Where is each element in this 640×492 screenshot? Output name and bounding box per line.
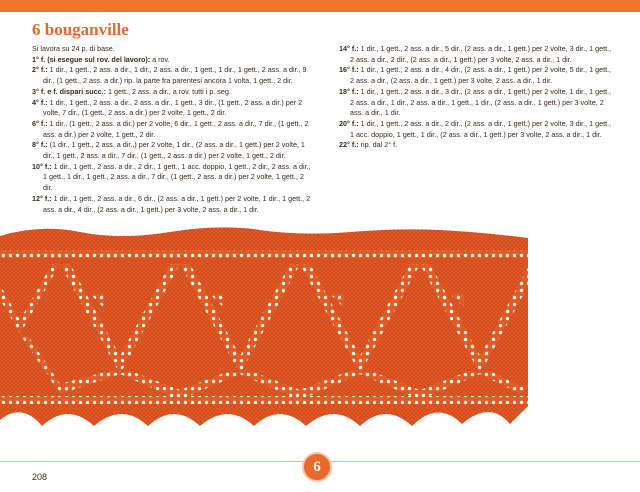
instruction-row: 12° f.: 1 dir., 1 gett., 2 ass. a dir., 6 dir., (2 ass. a dir., 1 gett.) per 2 volte, 1 dir., 1 gett., 2 ass. a dir., 4 dir., (2 ass. a dir., 1 gett.) per 3 volte, 2 ass. a dir., 1 dir.	[32, 193, 311, 214]
instruction-row: 1° f. (si esegue sul rov. del lavoro): a rov.	[32, 54, 170, 64]
instruction-row: 14° f.: 1 dir., 1 gett., 2 ass. a dir., 5 dir., (2 ass. a dir., 1 gett.) per 2 volte, 3 dir., 1 gett., 2 ass. a dir., 2 dir., (2 ass. a dir., 1 gett.) per 3 volte, 2 ass. a dir., 1 dir.	[339, 44, 612, 64]
instruction-row: 20° f.: 1 dir., 1 gett., 2 ass. a dir., 2 dir., (2 ass. a dir., 1 gett.) per 2 volte, 3 dir., 1 gett., 1 acc. doppio, 1 gett., 1 dir., (2 ass. a dir., 1 gett.) per 3 volte, 2 ass. a dir., 1 dir.	[339, 118, 612, 139]
instructions-right-column	[339, 44, 617, 151]
instruction-row: 10° f.: 1 dir., 1 gett., 2 ass. a dir., 2 dir., 1 gett., 1 acc. doppio, 1 gett., 2 dir., 2 ass. a dir., 1 gett., 1 dir., 1 gett., 2 ass. a dir., 7 dir., (1 gett., 2 ass. a dir.) per 2 volte, 1 gett., 2 dir.	[32, 161, 311, 193]
instruction-row: 8° f.: (1 dir., 1 gett., 2 ass. a dir.,) per 2 volte, 1 dir., (2 ass. a dir., 1 gett.) per 2 volte, 1 dir., 1 gett., 2 ass. a dir., 7 dir., (1 gett., 2 ass. a dir.) per 2 volte, 1 gett., 2 dir.	[32, 140, 305, 161]
instruction-row: 3° f. e f. dispari succ.: 1 gett., 2 ass. a dir., a rov. tutti i p. seg.	[32, 86, 231, 96]
chapter-number-badge: 6	[302, 452, 332, 482]
instruction-row: 4° f.: 1 dir., 1 gett., 2 ass. a dir., 2 ass. a dir., 1 gett., 3 dir., (1 gett., 2 ass. a dir.) per 2 volte, 7 dir., (1 gett., 2 ass. a dir.) per 2 volte, 1 gett., 2 dir.	[32, 97, 303, 118]
instruction-row: 2° f.: 1 dir., 1 gett., 2 ass. a dir., 1 dir., 2 ass. a dir., 1 gett., 1 dir., 1 gett., 2 ass. a dir., 9 dir., (1 gett., 2 ass. a dir.) rip. la parte fra parentesi ancora 1 volta, 1 gett., 2 dir.	[32, 65, 307, 86]
knitted-swatch-photo	[0, 224, 530, 444]
instructions-left-column	[32, 44, 312, 215]
page-number: 208	[32, 472, 48, 482]
instruction-row: Si lavora su 24 p. di base.	[32, 44, 115, 53]
instruction-row: 18° f.: 1 dir., 1 gett., 2 ass. a dir., 3 dir., (2 ass. a dir., 1 gett.) per 2 volte, 1 dir., 1 gett., 2 ass. a dir., 1 dir., 2 ass. a dir., 1 gett., 1 dir., (2 ass. a dir., 1 gett.) per 3 volte, 2 ass. a dir., 1 dir.	[339, 86, 612, 118]
pattern-title: 6 bouganville	[32, 20, 129, 39]
top-accent-bar	[0, 0, 640, 12]
instruction-row: 22° f.: rip. dal 2° f.	[339, 140, 398, 150]
instruction-row: 16° f.: 1 dir., 1 gett., 2 ass. a dir., 4 dir., (2 ass. a dir., 1 gett.) per 2 volte, 5 dir., 1 gett., 2 ass. a dir., (2 ass. a dir., 1 gett.) per 3 volte, 2 ass. a dir., 1 dir.	[339, 65, 612, 86]
instruction-row: 6° f.: 1 dir., (1 gett., 2 ass. a dir.) per 2 volte, 6 dir., 1 gett., 2 ass. a dir., 7 dir., (1 gett., 2 ass. a dir.) per 2 volte, 1 gett., 2 dir.	[32, 118, 309, 139]
